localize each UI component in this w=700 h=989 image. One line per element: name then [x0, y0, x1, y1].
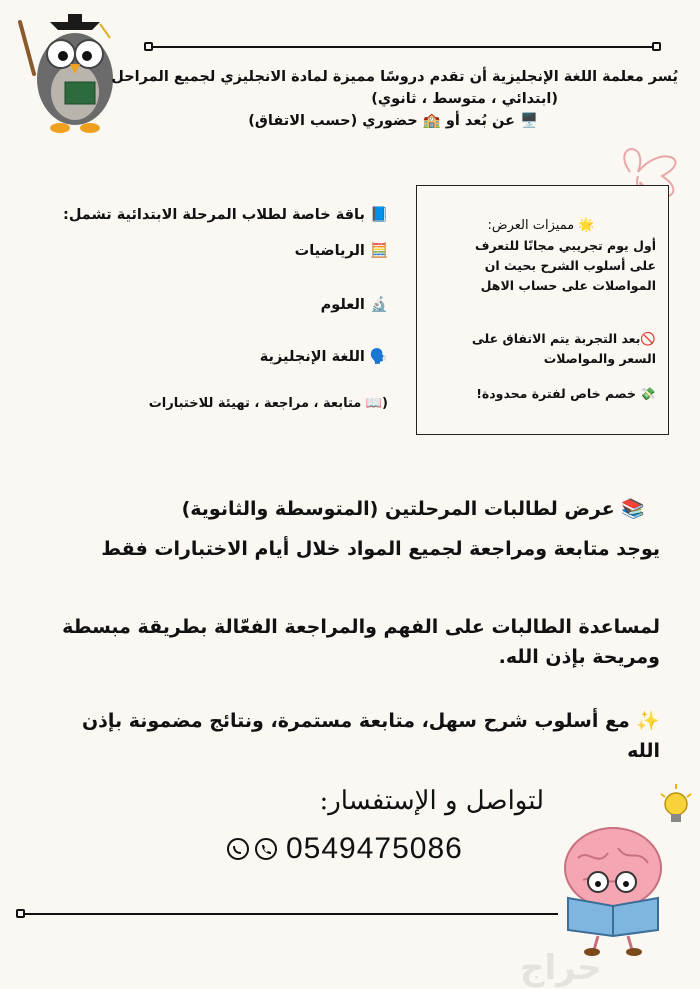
haraj-watermark: حراج [520, 948, 602, 988]
features-line-2: على أسلوب الشرح بحيث ان [484, 258, 656, 273]
offer-line-6: الله [627, 740, 660, 762]
primary-package [18, 206, 388, 416]
top-divider [150, 46, 656, 48]
bottom-divider-left-node [16, 909, 25, 918]
features-line-4: 🚫بعد التجربة يتم الاتفاق على [471, 331, 656, 346]
features-line-3: المواصلات على حساب الاهل [480, 278, 656, 293]
offer-line-3: لمساعدة الطالبات على الفهم والمراجعة الفعّالة بطريقة مبسطة [62, 616, 660, 638]
intro-line-2: (ابتدائي ، متوسط ، ثانوي) [371, 91, 558, 107]
contact-label: لتواصل و الإستفسار: [319, 786, 544, 816]
package-item-math: 🧮 الرياضيات [294, 243, 388, 259]
intro-text [111, 66, 678, 132]
features-line-5: السعر والمواصلات [543, 351, 656, 366]
package-note: (📖 متابعة ، مراجعة ، تهيئة للاختبارات [148, 396, 388, 411]
features-line-1: أول يوم تجريبي مجانًا للتعرف [475, 238, 656, 253]
offer-line-4: ومريحة بإذن الله. [498, 646, 660, 668]
offer-line-2: يوجد متابعة ومراجعة لجميع المواد خلال أيام الاختبارات فقط [101, 538, 660, 560]
secondary-offer [20, 494, 660, 766]
package-item-science: 🔬 العلوم [320, 297, 388, 313]
brain-reading-illustration [548, 818, 678, 958]
features-line-6: 💸 خصم خاص لفترة محدودة! [476, 386, 656, 401]
top-divider-left-node [144, 42, 153, 51]
contact-row [226, 832, 463, 866]
offer-features-box [416, 185, 669, 435]
intro-line-3: 🖥️ عن بُعد أو 🏫 حضوري (حسب الاتفاق) [248, 113, 538, 129]
whatsapp-icon[interactable] [226, 837, 250, 861]
package-title: 📘 باقة خاصة لطلاب المرحلة الابتدائية تشمل: [63, 207, 388, 223]
offer-line-5: ✨ مع أسلوب شرح سهل، متابعة مستمرة، ونتائج مضمونة بإذن [81, 710, 660, 732]
features-title: 🌟 مميزات العرض: [487, 218, 595, 233]
package-item-english: 🗣️ اللغة الإنجليزية [259, 349, 388, 365]
top-divider-right-node [652, 42, 661, 51]
bottom-divider [22, 913, 558, 915]
intro-line-1: يُسر معلمة اللغة الإنجليزية أن تقدم دروسًا مميزة لمادة الانجليزي لجميع المراحل [111, 69, 678, 85]
phone-number[interactable]: 0549475086 [286, 832, 463, 865]
offer-line-1: 📚 عرض لطالبات المرحلتين (المتوسطة والثانوية) [181, 498, 645, 520]
phone-icon[interactable] [254, 837, 278, 861]
